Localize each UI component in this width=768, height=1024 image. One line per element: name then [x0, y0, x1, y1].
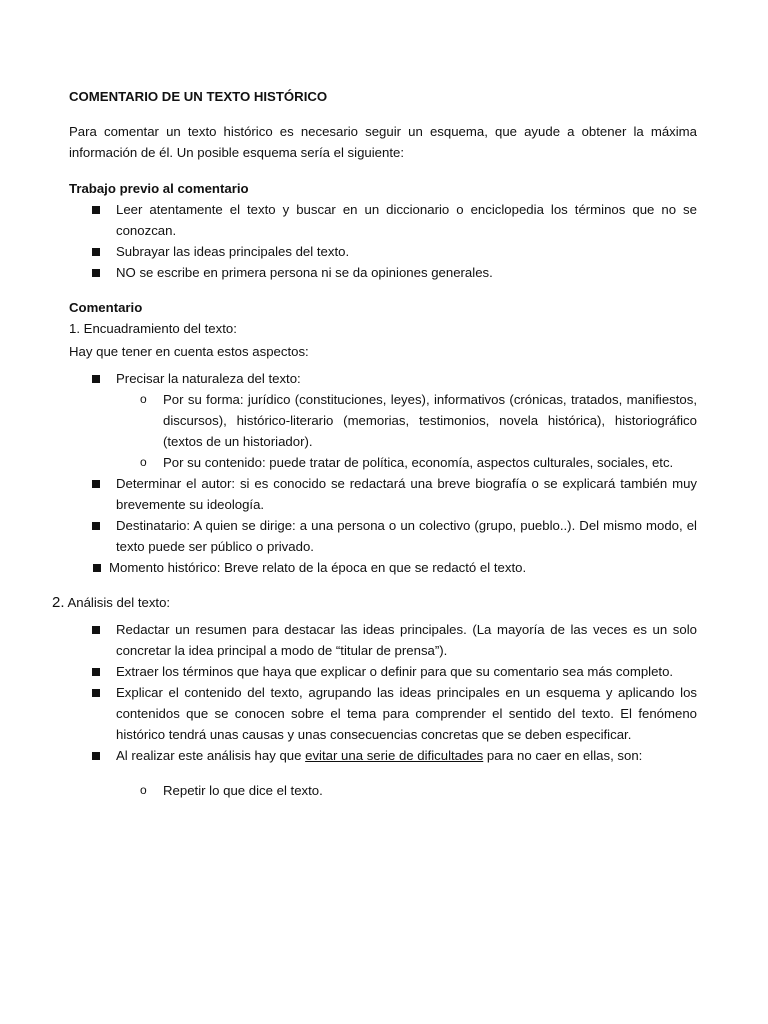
section-2-number: 2. — [52, 594, 65, 611]
list-item-text: Leer atentamente el texto y buscar en un diccionario o enciclopedia los términos que no se conozcan. — [116, 202, 697, 238]
list-item-text-pre: Al realizar este análisis hay que — [116, 748, 306, 763]
sub-list-item-text: Por su contenido: puede tratar de política, economía, aspectos culturales, sociales, etc. — [163, 455, 674, 470]
list-item — [69, 661, 697, 682]
heading-comentario: Comentario — [69, 300, 143, 315]
document-title: COMENTARIO DE UN TEXTO HISTÓRICO — [69, 89, 328, 104]
list-item — [69, 515, 697, 557]
square-bullet-icon — [92, 248, 100, 256]
intro-paragraph: Para comentar un texto histórico es necesario seguir un esquema, que ayude a obtener la máxima información de él. Un posible esquema sería el siguiente: — [69, 124, 697, 160]
square-bullet-icon — [92, 752, 100, 760]
list-item-text: Momento histórico: Breve relato de la época en que se redactó el texto. — [109, 560, 527, 575]
square-bullet-icon — [92, 375, 100, 383]
list-item — [69, 473, 697, 515]
section-2-label: Análisis del texto: — [67, 595, 171, 610]
list-item-text: Determinar el autor: si es conocido se redactará una breve biografía o se explicará también muy brevemente su ideología. — [116, 476, 697, 512]
square-bullet-icon — [92, 522, 100, 530]
list-item-text-post: para no caer en ellas, son: — [483, 748, 643, 763]
sub-list-item — [69, 780, 697, 801]
square-bullet-icon — [93, 564, 101, 572]
aspects-intro: Hay que tener en cuenta estos aspectos: — [69, 344, 309, 359]
section-1-title: 1. Encuadramiento del texto: — [69, 321, 237, 336]
square-bullet-icon — [92, 668, 100, 676]
heading-trabajo-previo: Trabajo previo al comentario — [69, 181, 249, 196]
list-item — [69, 557, 697, 578]
sub-list-item-text: Por su forma: jurídico (constituciones, leyes), informativos (crónicas, tratados, manifiestos, discursos), histórico-literario (memorias, testimonios, novela histórica), historiográfico (textos de un historiador). — [163, 392, 697, 449]
circle-bullet-icon: o — [140, 455, 147, 469]
list-item — [69, 368, 697, 389]
list-item-text: Explicar el contenido del texto, agrupando las ideas principales en un esquema y aplicando los contenidos que se conocen sobre el tema para comprender el sentido del texto. El fenómeno histórico tendrá unas causas y unas consecuencias concretas que se deben especificar. — [116, 685, 697, 742]
sub-list-item-text: Repetir lo que dice el texto. — [163, 783, 323, 798]
underlined-phrase: evitar una serie de dificultades — [305, 748, 484, 763]
list-item — [69, 199, 697, 241]
square-bullet-icon — [92, 626, 100, 634]
list-item — [69, 682, 697, 745]
square-bullet-icon — [92, 206, 100, 214]
square-bullet-icon — [92, 689, 100, 697]
list-item-text: Destinatario: A quien se dirige: a una persona o un colectivo (grupo, pueblo..). Del mismo modo, el texto puede ser público o privado. — [116, 518, 697, 554]
list-item — [69, 262, 697, 283]
list-item-text: Subrayar las ideas principales del texto. — [116, 244, 350, 259]
circle-bullet-icon: o — [140, 783, 147, 797]
list-item-text: Redactar un resumen para destacar las ideas principales. (La mayoría de las veces es un solo concretar la idea principal a modo de “titular de prensa”). — [116, 622, 697, 658]
circle-bullet-icon: o — [140, 392, 147, 406]
square-bullet-icon — [92, 269, 100, 277]
square-bullet-icon — [92, 480, 100, 488]
document-page — [52, 86, 697, 801]
list-item — [69, 619, 697, 661]
list-item — [69, 745, 697, 766]
list-item-text: Precisar la naturaleza del texto: — [116, 371, 301, 386]
sub-list-item — [69, 389, 697, 452]
sub-list-item — [69, 452, 697, 473]
list-item — [69, 241, 697, 262]
list-item-text: Extraer los términos que haya que explicar o definir para que su comentario sea más completo. — [116, 664, 674, 679]
section-2-title — [52, 592, 697, 613]
list-item-text: NO se escribe en primera persona ni se da opiniones generales. — [116, 265, 493, 280]
